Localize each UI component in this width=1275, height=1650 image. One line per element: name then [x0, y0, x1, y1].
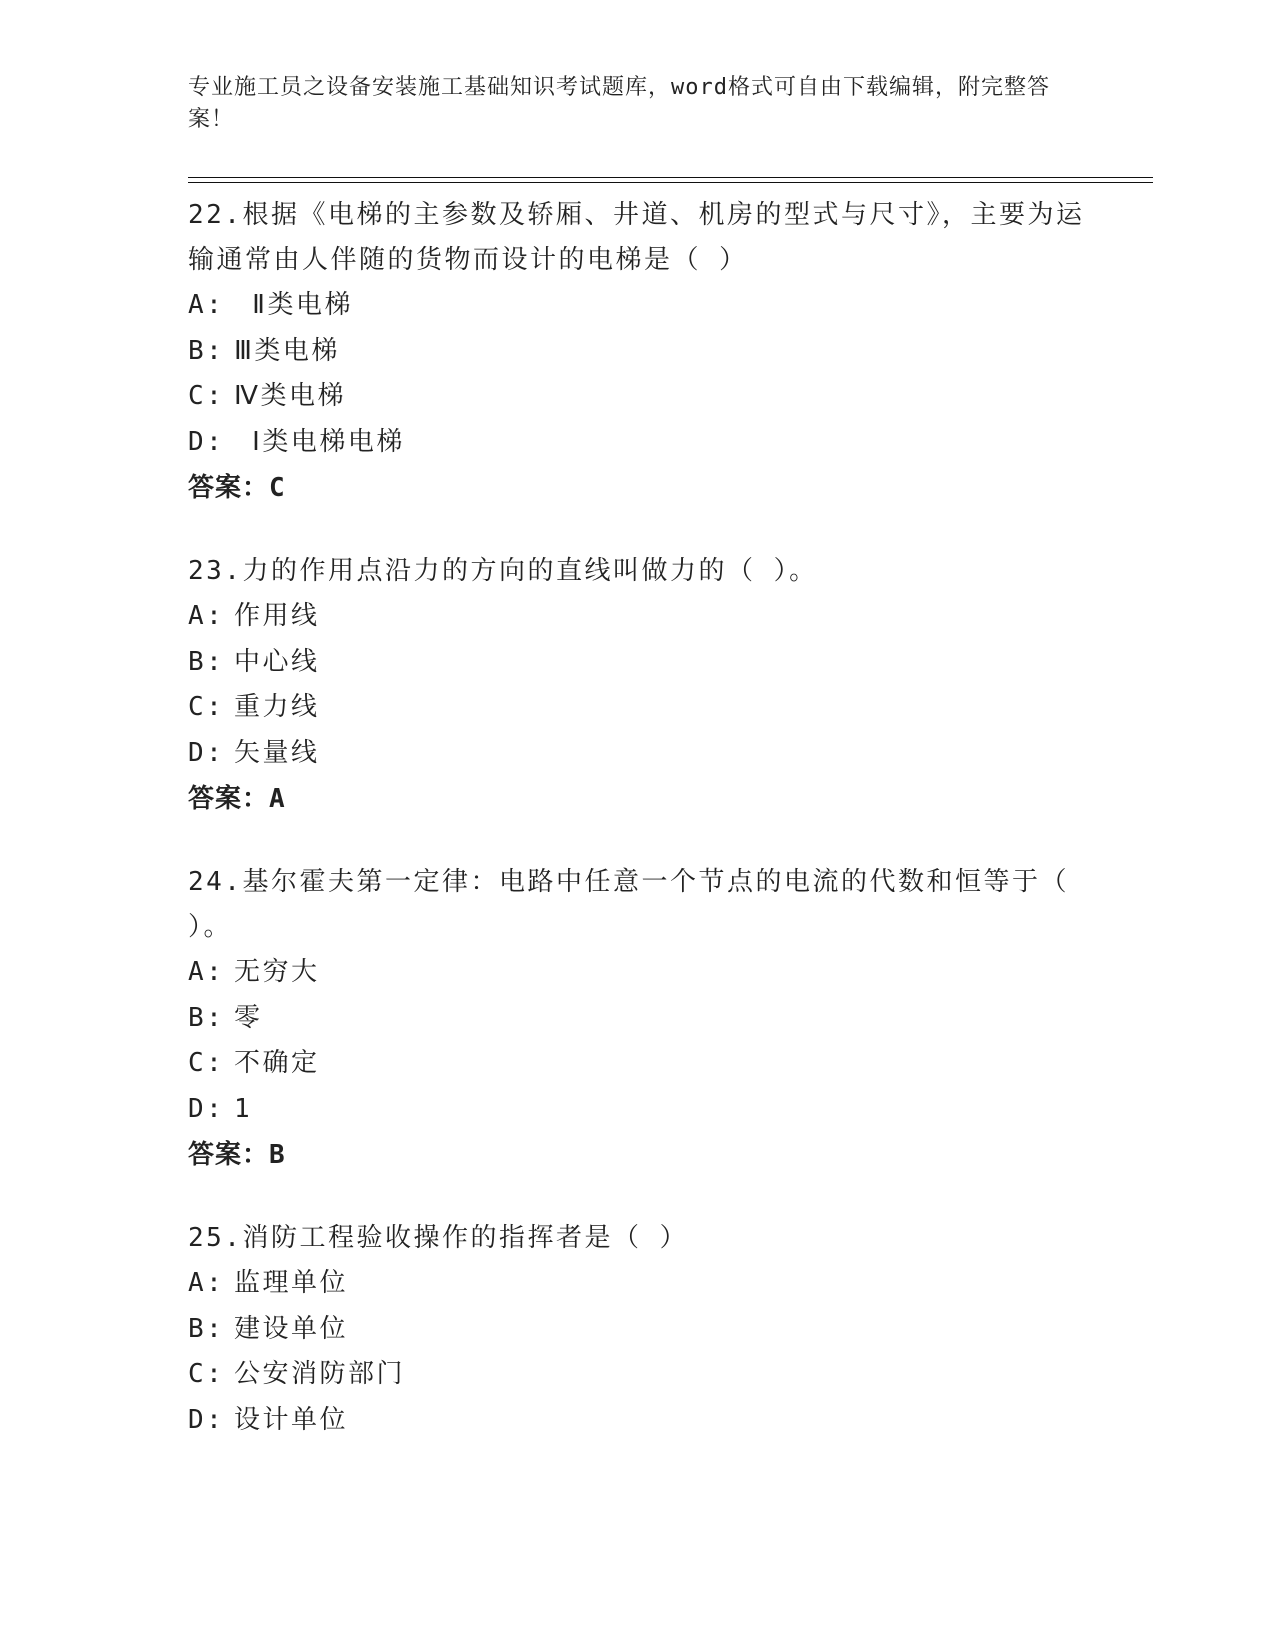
- option-key: B:: [188, 1313, 225, 1344]
- option-d: [188, 1398, 1088, 1444]
- option-text: 无穷大: [234, 957, 320, 987]
- option-b: [188, 329, 1088, 375]
- question-25: [188, 1216, 1088, 1443]
- option-key: D:: [188, 737, 225, 768]
- question-stem: 25.消防工程验收操作的指挥者是（ ）: [188, 1223, 689, 1253]
- question-22: [188, 193, 1088, 511]
- option-key: A:: [188, 1268, 225, 1298]
- option-b: [188, 996, 1088, 1042]
- question-23: [188, 549, 1088, 822]
- option-a: [188, 283, 1088, 329]
- answer-line: [188, 776, 1088, 822]
- question-list: [188, 193, 1088, 1481]
- option-a: [188, 1261, 1088, 1307]
- option-key: C:: [188, 1359, 225, 1389]
- header-rule-bottom: [188, 182, 1153, 183]
- answer-label: 答案：: [188, 1140, 270, 1170]
- option-key: D:: [188, 1404, 225, 1435]
- option-d: [188, 420, 1088, 466]
- answer-label: 答案：: [188, 473, 270, 503]
- option-key: D:: [188, 426, 225, 457]
- option-text: 不确定: [234, 1048, 320, 1078]
- option-key: B:: [188, 335, 225, 366]
- question-stem: 23.力的作用点沿力的方向的直线叫做力的（ ）。: [188, 556, 818, 586]
- answer-label: 答案：: [188, 784, 270, 814]
- document-header: 专业施工员之设备安装施工基础知识考试题库，word格式可自由下载编辑，附完整答案！: [188, 75, 1050, 132]
- option-text: 1: [234, 1093, 253, 1124]
- option-key: A:: [188, 290, 225, 320]
- option-key: D:: [188, 1093, 225, 1124]
- option-key: C:: [188, 1048, 225, 1078]
- option-text: 作用线: [234, 601, 320, 631]
- option-text: 零: [234, 1002, 263, 1033]
- option-c: [188, 1041, 1088, 1087]
- option-b: [188, 640, 1088, 686]
- option-text: 中心线: [234, 646, 320, 677]
- option-d: [188, 731, 1088, 777]
- option-text: Ⅰ类电梯电梯: [234, 426, 405, 457]
- option-a: [188, 594, 1088, 640]
- answer-line: [188, 465, 1088, 511]
- question-24: [188, 860, 1088, 1178]
- answer-value: A: [269, 784, 286, 814]
- option-d: [188, 1087, 1088, 1133]
- option-a: [188, 950, 1088, 996]
- option-key: C:: [188, 692, 225, 722]
- option-text: 监理单位: [234, 1268, 349, 1298]
- option-key: A:: [188, 957, 225, 987]
- option-c: [188, 1352, 1088, 1398]
- option-text: 建设单位: [234, 1313, 349, 1344]
- header-rule-top: [188, 177, 1153, 178]
- question-stem: 22.根据《电梯的主参数及轿厢、井道、机房的型式与尺寸》，主要为运输通常由人伴随的货物而设计的电梯是（ ）: [188, 200, 1085, 275]
- option-b: [188, 1307, 1088, 1353]
- option-c: [188, 685, 1088, 731]
- option-key: B:: [188, 646, 225, 677]
- question-stem: 24.基尔霍夫第一定律：电路中任意一个节点的电流的代数和恒等于（ ）。: [188, 867, 1069, 942]
- option-text: Ⅱ类电梯: [234, 290, 353, 320]
- option-key: B:: [188, 1002, 225, 1033]
- option-c: [188, 374, 1088, 420]
- option-text: 公安消防部门: [234, 1359, 406, 1389]
- option-text: 设计单位: [234, 1404, 349, 1435]
- option-text: Ⅲ类电梯: [234, 335, 340, 366]
- answer-value: B: [269, 1140, 286, 1170]
- option-key: A:: [188, 601, 225, 631]
- option-key: C:: [188, 381, 225, 411]
- option-text: Ⅳ类电梯: [234, 381, 346, 411]
- answer-value: C: [269, 473, 286, 503]
- answer-line: [188, 1132, 1088, 1178]
- option-text: 矢量线: [234, 737, 320, 768]
- option-text: 重力线: [234, 692, 320, 722]
